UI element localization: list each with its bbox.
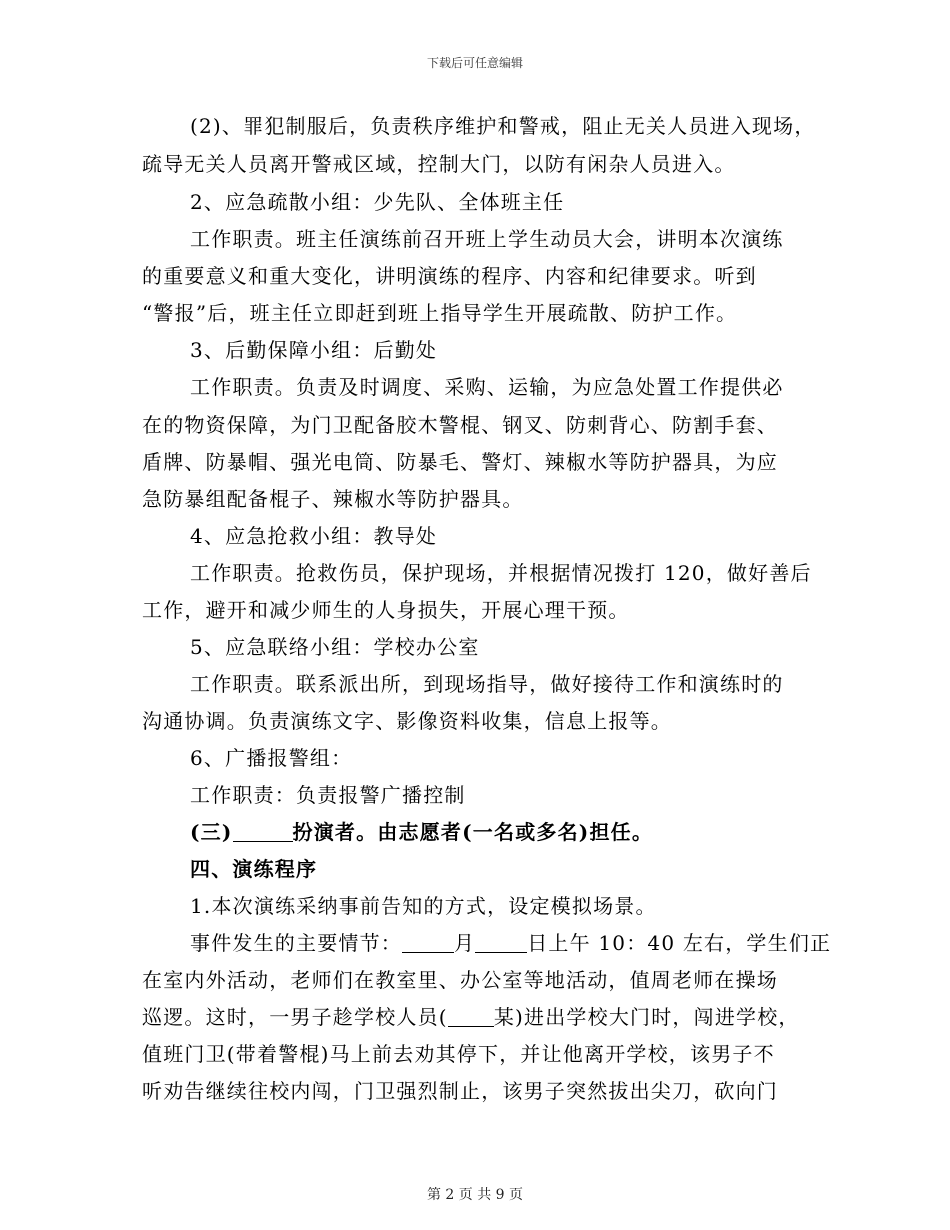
- text-line: 在室内外活动，老师们在教室里、办公室等地活动，值周老师在操场: [142, 968, 778, 992]
- day-blank: [475, 932, 527, 953]
- text-line: 急防暴组配备棍子、辣椒水等防护器具。: [142, 487, 524, 511]
- text-line: 工作职责。班主任演练前召开班上学生动员大会，讲明本次演练: [190, 227, 784, 251]
- role-suffix: 扮演者。由志愿者(一名或多名)担任。: [292, 820, 654, 844]
- text-line: 工作职责：负责报警广播控制: [190, 783, 466, 807]
- month-blank: [402, 932, 454, 953]
- text-line: 工作职责。负责及时调度、采购、运输，为应急处置工作提供必: [190, 375, 784, 399]
- text-line: 的重要意义和重大变化，讲明演练的程序、内容和纪律要求。听到: [142, 264, 757, 288]
- text-line: “警报”后，班主任立即赶到班上指导学生开展疏散、防护工作。: [142, 301, 738, 325]
- role-line: [190, 819, 653, 845]
- text-line: 6、广播报警组：: [190, 746, 353, 770]
- name-blank: [448, 1006, 494, 1027]
- text-line: (2)、罪犯制服后，负责秩序维护和警戒，阻止无关人员进入现场，: [190, 114, 816, 138]
- patrol-line: [142, 1004, 800, 1030]
- text-line: 工作职责。抢救伤员，保护现场，并根据情况拨打 120，做好善后: [190, 561, 812, 585]
- fill-blank: [233, 821, 293, 842]
- scenario-text: 月: [454, 931, 476, 955]
- text-line: 在的物资保障，为门卫配备胶木警棍、钢叉、防刺背心、防割手套、: [142, 413, 778, 437]
- text-line: 工作，避开和减少师生的人身损失，开展心理干预。: [142, 598, 630, 622]
- scenario-text: 事件发生的主要情节：: [190, 931, 402, 955]
- page-footer: 第 2 页 共 9 页: [426, 1187, 524, 1203]
- text-line: 值班门卫(带着警棍)马上前去劝其停下，并让他离开学校，该男子不: [142, 1042, 775, 1066]
- text-line: 听劝告继续往校内闯，门卫强烈制止，该男子突然拔出尖刀，砍向门: [142, 1079, 778, 1103]
- scenario-line: [190, 930, 831, 956]
- section-title: 四、演练程序: [190, 857, 318, 881]
- text-line: 工作职责。联系派出所，到现场指导，做好接待工作和演练时的: [190, 672, 784, 696]
- patrol-text: 某)进出学校大门时，闯进学校，: [493, 1005, 800, 1029]
- text-line: 3、后勤保障小组：后勤处: [190, 338, 438, 362]
- scenario-text: 日上午 10：40 左右，学生们正: [527, 931, 832, 955]
- role-prefix: (三): [190, 820, 233, 844]
- text-line: 疏导无关人员离开警戒区域，控制大门，以防有闲杂人员进入。: [142, 152, 736, 176]
- text-line: 盾牌、防暴帽、强光电筒、防暴毛、警灯、辣椒水等防护器具，为应: [142, 450, 778, 474]
- text-line: 4、应急抢救小组：教导处: [190, 524, 438, 548]
- text-line: 2、应急疏散小组：少先队、全体班主任: [190, 190, 565, 214]
- text-line: 5、应急联络小组：学校办公室: [190, 635, 480, 659]
- text-line: 沟通协调。负责演练文字、影像资料收集，信息上报等。: [142, 709, 672, 733]
- patrol-text: 巡逻。这时，一男子趁学校人员(: [142, 1005, 448, 1029]
- step-line: 1.本次演练采纳事前告知的方式，设定模拟场景。: [190, 894, 657, 918]
- page-header: 下载后可任意编辑: [426, 56, 523, 70]
